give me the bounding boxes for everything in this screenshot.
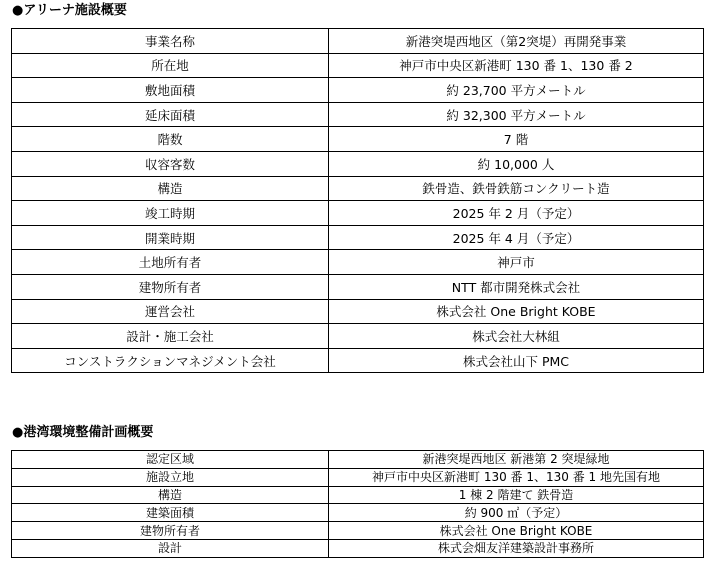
- row-label: 運営会社: [12, 299, 329, 324]
- row-label: 所在地: [12, 53, 329, 78]
- row-value: 株式会社大林組: [329, 324, 704, 349]
- row-value: 新港突堤西地区（第2突堤）再開発事業: [329, 29, 704, 54]
- row-label: 施設立地: [12, 468, 329, 486]
- row-value: 神戸市: [329, 250, 704, 275]
- table-row: [12, 522, 704, 540]
- row-value: 株式会社山下 PMC: [329, 348, 704, 373]
- row-value: 1 棟 2 階建て 鉄骨造: [329, 486, 704, 504]
- table-row: [12, 348, 704, 373]
- table-row: [12, 225, 704, 250]
- row-label: 竣工時期: [12, 201, 329, 226]
- row-value: 神戸市中央区新港町 130 番 1、130 番 2: [329, 53, 704, 78]
- table-row: [12, 151, 704, 176]
- table-row: [12, 504, 704, 522]
- row-value: 約 900 ㎡（予定）: [329, 504, 704, 522]
- table-row: [12, 78, 704, 103]
- row-label: 建築面積: [12, 504, 329, 522]
- table-row: [12, 539, 704, 557]
- row-value: 約 10,000 人: [329, 151, 704, 176]
- row-value: 神戸市中央区新港町 130 番 1、130 番 1 地先国有地: [329, 468, 704, 486]
- row-value: 約 23,700 平方メートル: [329, 78, 704, 103]
- harbor-plan-table: [11, 450, 704, 558]
- harbor-section-title: ●港湾環境整備計画概要: [12, 425, 154, 440]
- table-row: [12, 250, 704, 275]
- table-row: [12, 451, 704, 469]
- row-label: 建物所有者: [12, 274, 329, 299]
- row-value: 約 32,300 平方メートル: [329, 102, 704, 127]
- table-row: [12, 29, 704, 54]
- table-row: [12, 299, 704, 324]
- row-label: 土地所有者: [12, 250, 329, 275]
- table-row: [12, 201, 704, 226]
- row-value: 2025 年 2 月（予定）: [329, 201, 704, 226]
- table-row: [12, 53, 704, 78]
- row-label: コンストラクションマネジメント会社: [12, 348, 329, 373]
- row-value: 7 階: [329, 127, 704, 152]
- row-label: 構造: [12, 176, 329, 201]
- row-value: NTT 都市開発株式会社: [329, 274, 704, 299]
- row-value: 株式会畑友洋建築設計事務所: [329, 539, 704, 557]
- row-label: 延床面積: [12, 102, 329, 127]
- table-row: [12, 468, 704, 486]
- table-row: [12, 324, 704, 349]
- row-label: 認定区域: [12, 451, 329, 469]
- row-label: 事業名称: [12, 29, 329, 54]
- row-label: 収容客数: [12, 151, 329, 176]
- row-label: 設計・施工会社: [12, 324, 329, 349]
- row-value: 株式会社 One Bright KOBE: [329, 522, 704, 540]
- row-label: 設計: [12, 539, 329, 557]
- row-label: 建物所有者: [12, 522, 329, 540]
- row-label: 構造: [12, 486, 329, 504]
- table-row: [12, 102, 704, 127]
- row-label: 開業時期: [12, 225, 329, 250]
- row-label: 敷地面積: [12, 78, 329, 103]
- arena-facility-table: [11, 28, 704, 373]
- row-value: 新港突堤西地区 新港第 2 突堤緑地: [329, 451, 704, 469]
- table-row: [12, 127, 704, 152]
- row-value: 2025 年 4 月（予定）: [329, 225, 704, 250]
- row-label: 階数: [12, 127, 329, 152]
- row-value: 株式会社 One Bright KOBE: [329, 299, 704, 324]
- table-row: [12, 486, 704, 504]
- arena-section-title: ●アリーナ施設概要: [12, 3, 127, 18]
- row-value: 鉄骨造、鉄骨鉄筋コンクリート造: [329, 176, 704, 201]
- table-row: [12, 176, 704, 201]
- table-row: [12, 274, 704, 299]
